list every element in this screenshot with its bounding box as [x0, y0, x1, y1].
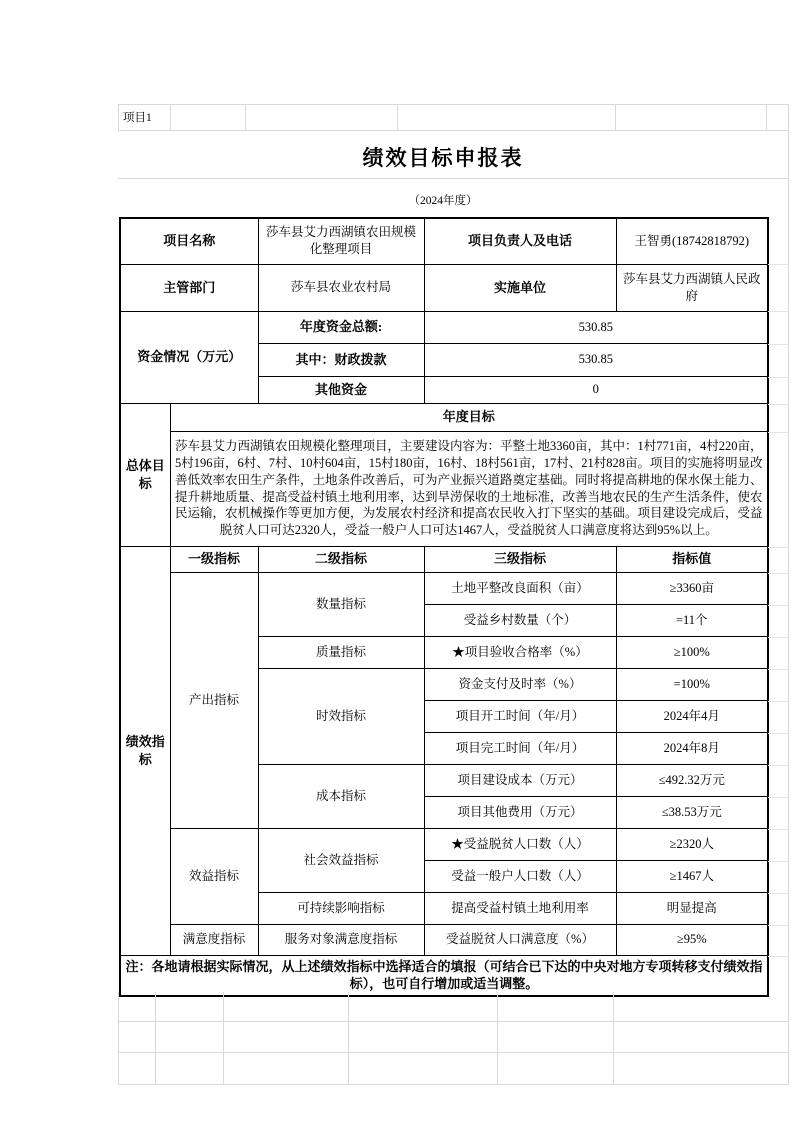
level1-benefit: 效益指标	[170, 828, 258, 924]
declaration-form-table	[119, 217, 769, 997]
level2-cost: 成本指标	[258, 764, 424, 828]
gridline	[118, 992, 789, 1022]
gridline	[498, 1053, 614, 1084]
gridline	[156, 992, 224, 1021]
indicator-value: ≥95%	[616, 924, 768, 955]
footnote: 注：各地请根据实际情况，从上述绩效指标中选择适合的填报（可结合已下达的中央对地方专项转移支付绩效指标），也可自行增加或适当调整。	[120, 955, 768, 996]
indicator-value: 2024年4月	[616, 700, 768, 732]
header-value: 指标值	[616, 546, 768, 572]
gridline	[156, 1053, 224, 1084]
gridline	[768, 573, 789, 574]
level2-timeliness: 时效指标	[258, 668, 424, 764]
funding-section-label: 资金情况（万元）	[120, 311, 258, 403]
header-level2: 二级指标	[258, 546, 424, 572]
gridline	[768, 925, 789, 926]
gridline	[118, 178, 789, 179]
project-name-label: 项目名称	[120, 218, 258, 264]
gridline	[498, 992, 614, 1021]
gridline	[498, 1022, 614, 1052]
indicator-l3: 项目开工时间（年/月）	[424, 700, 616, 732]
gridline	[768, 547, 789, 548]
gridline	[768, 637, 789, 638]
indicator-l3: 项目其他费用（万元）	[424, 796, 616, 828]
gridline	[349, 992, 498, 1021]
gridline	[246, 105, 398, 130]
gridline	[768, 669, 789, 670]
impl-unit-value: 莎车县艾力西湖镇人民政府	[616, 264, 768, 311]
gridline	[768, 797, 789, 798]
funding-total-value: 530.85	[424, 311, 768, 343]
gridline	[768, 432, 789, 433]
indicator-l3: 受益乡村数量（个）	[424, 604, 616, 636]
indicator-l3: 受益一般户人口数（人）	[424, 860, 616, 892]
leader-label: 项目负责人及电话	[424, 218, 616, 264]
funding-total-label: 年度资金总额:	[258, 311, 424, 343]
indicator-l3: 资金支付及时率（%）	[424, 668, 616, 700]
header-level1: 一级指标	[170, 546, 258, 572]
indicator-value: ≥3360亩	[616, 572, 768, 604]
gridline	[768, 264, 789, 265]
gridline	[614, 1053, 789, 1084]
impl-unit-label: 实施单位	[424, 264, 616, 311]
gridline	[349, 1053, 498, 1084]
gridline	[768, 605, 789, 606]
indicator-l3: 土地平整改良面积（亩）	[424, 572, 616, 604]
indicator-l3: 项目完工时间（年/月）	[424, 732, 616, 764]
gridline	[768, 956, 789, 957]
gridline	[768, 893, 789, 894]
leader-value: 王智勇(18742818792)	[616, 218, 768, 264]
level2-sustainability: 可持续影响指标	[258, 892, 424, 924]
gridline	[224, 1053, 349, 1084]
indicator-l3: 项目建设成本（万元）	[424, 764, 616, 796]
page-title: 绩效目标申报表	[362, 146, 524, 170]
funding-fiscal-label: 其中：财政拨款	[258, 343, 424, 376]
page-subtitle: （2024年度）	[408, 195, 478, 207]
level1-output: 产出指标	[170, 572, 258, 828]
gridline	[768, 861, 789, 862]
indicator-value: ≥2320人	[616, 828, 768, 860]
level2-social: 社会效益指标	[258, 828, 424, 892]
gridline	[224, 1022, 349, 1052]
gridline	[768, 733, 789, 734]
indicator-value: ≥100%	[616, 636, 768, 668]
project-name-value: 莎车县艾力西湖镇农田规模化整理项目	[258, 218, 424, 264]
gridline	[768, 829, 789, 830]
indicator-value: ≤38.53万元	[616, 796, 768, 828]
sheet-tab-project1: 项目1	[123, 112, 152, 124]
gridline	[788, 104, 789, 1085]
funding-other-value: 0	[424, 376, 768, 403]
gridline	[767, 105, 789, 130]
gridline	[768, 311, 789, 312]
indicator-value: ≥1467人	[616, 860, 768, 892]
gridline	[768, 701, 789, 702]
gridline	[768, 765, 789, 766]
indicator-value: =100%	[616, 668, 768, 700]
indicator-l3: ★受益脱贫人口数（人）	[424, 828, 616, 860]
indicator-value: 2024年8月	[616, 732, 768, 764]
gridline	[171, 105, 246, 130]
gridline	[768, 404, 789, 405]
funding-fiscal-value: 530.85	[424, 343, 768, 376]
header-level3: 三级指标	[424, 546, 616, 572]
indicator-l3: 受益脱贫人口满意度（%）	[424, 924, 616, 955]
gridline	[616, 105, 767, 130]
gridline	[614, 1022, 789, 1052]
dept-value: 莎车县农业农村局	[258, 264, 424, 311]
indicator-l3: ★项目验收合格率（%）	[424, 636, 616, 668]
level1-satisfaction: 满意度指标	[170, 924, 258, 955]
gridline	[119, 1022, 156, 1052]
level2-quantity: 数量指标	[258, 572, 424, 636]
dept-label: 主管部门	[120, 264, 258, 311]
indicator-value: =11个	[616, 604, 768, 636]
level2-service: 服务对象满意度指标	[258, 924, 424, 955]
indicator-value: ≤492.32万元	[616, 764, 768, 796]
gridline	[768, 344, 789, 345]
gridline	[614, 992, 789, 1021]
gridline	[118, 1022, 789, 1053]
gridline	[119, 1053, 156, 1084]
annual-goal-text: 莎车县艾力西湖镇农田规模化整理项目，主要建设内容为：平整土地3360亩，其中：1村771亩，4村220亩，5村196亩，6村、7村、10村604亩，15村180亩，16村、18村561亩，17村、21村828亩。项目的实施将明显改善低效率农田生产条件，土地条件改善后，可为产业振兴道路奠定基础。同时将提高耕地的保水保土能力、提升耕地质量、提高受益村镇土地利用率，达到旱涝保收的土地标准，改善当地农民的生产生活条件，使农民运输，农机械操作等更加方便，为发展农村经济和提高农民收入打下坚实的基础。项目建设完成后，受益脱贫人口可达2320人，受益一般户人口可达1467人，受益脱贫人口满意度将达到95%以上。	[170, 431, 768, 546]
performance-section-label: 绩效指标	[120, 546, 170, 955]
annual-goal-header: 年度目标	[170, 403, 768, 431]
overall-goal-label: 总体目标	[120, 403, 170, 546]
spreadsheet-gridlines-top	[118, 104, 789, 131]
gridline	[398, 105, 616, 130]
gridline	[349, 1022, 498, 1052]
level2-quality: 质量指标	[258, 636, 424, 668]
gridline	[768, 377, 789, 378]
gridline	[156, 1022, 224, 1052]
gridline	[224, 992, 349, 1021]
indicator-value: 明显提高	[616, 892, 768, 924]
gridline	[118, 1053, 789, 1085]
funding-other-label: 其他资金	[258, 376, 424, 403]
gridline	[119, 992, 156, 1021]
indicator-l3: 提高受益村镇土地利用率	[424, 892, 616, 924]
